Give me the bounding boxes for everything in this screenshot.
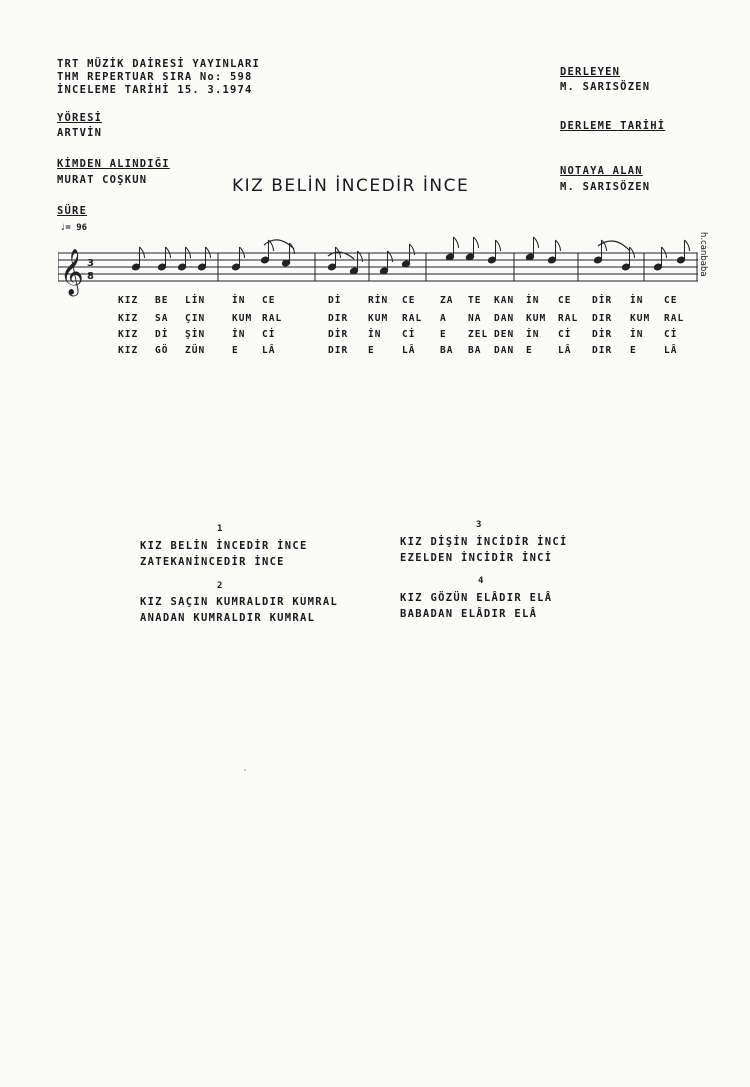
notaya-alan-label: NOTAYA ALAN xyxy=(560,165,643,177)
lyric-syllable: ŞİN xyxy=(185,329,206,340)
paper-speck xyxy=(244,769,246,771)
verse-line: BABADAN ELÂDIR ELÂ xyxy=(400,608,538,620)
lyric-syllable: RİN xyxy=(368,295,389,306)
lyric-syllable: İN xyxy=(630,329,644,340)
song-title: KIZ BELİN İNCEDİR İNCE xyxy=(232,176,470,196)
lyric-syllable: KUM xyxy=(232,313,253,324)
lyric-syllable: KAN xyxy=(494,295,515,306)
lyric-syllable: KIZ xyxy=(118,313,139,324)
verse-number: 4 xyxy=(478,576,484,586)
note-flag xyxy=(685,240,690,251)
lyric-syllable: ZEL xyxy=(468,329,489,340)
lyric-syllable: DIR xyxy=(592,345,613,356)
lyric-syllable: DEN xyxy=(494,329,515,340)
notaya-alan-value: M. SARISÖZEN xyxy=(560,181,651,193)
lyric-syllable: KUM xyxy=(368,313,389,324)
lyric-syllable: Cİ xyxy=(262,329,276,340)
verse-line: KIZ SAÇIN KUMRALDIR KUMRAL xyxy=(140,596,339,608)
time-signature-top: 3 xyxy=(87,258,94,269)
verse-number: 2 xyxy=(217,581,223,591)
lyric-syllable: DAN xyxy=(494,313,515,324)
lyric-syllable: İN xyxy=(526,329,540,340)
derleyen-label: DERLEYEN xyxy=(560,66,621,78)
engraver-credit: h.canbaba xyxy=(698,232,708,277)
note-flag xyxy=(556,240,561,251)
lyric-syllable: DİR xyxy=(328,329,349,340)
note-flag xyxy=(534,237,539,248)
lyric-syllable: DIR xyxy=(328,345,349,356)
lyric-syllable: İN xyxy=(526,295,540,306)
lyric-syllable: KIZ xyxy=(118,295,139,306)
slur-icon xyxy=(598,241,630,251)
lyric-syllable: Cİ xyxy=(558,329,572,340)
lyric-syllable: CE xyxy=(558,295,572,306)
yoresi-label: YÖRESİ xyxy=(57,112,103,124)
kimden-label: KİMDEN ALINDIĞI xyxy=(57,158,170,170)
derleme-tarihi-label: DERLEME TARİHİ xyxy=(560,120,666,132)
lyric-syllable: İN xyxy=(630,295,644,306)
sure-label: SÜRE xyxy=(57,205,88,217)
kimden-value: MURAT COŞKUN xyxy=(57,174,148,186)
lyric-syllable: Cİ xyxy=(664,329,678,340)
verse-line: EZELDEN İNCİDİR İNCİ xyxy=(400,552,553,564)
lyric-syllable: ZA xyxy=(440,295,454,306)
lyric-syllable: BA xyxy=(468,345,482,356)
lyric-syllable: LÂ xyxy=(664,345,678,356)
lyric-syllable: İN xyxy=(232,295,246,306)
lyric-syllable: İN xyxy=(232,329,246,340)
lyric-syllable: LİN xyxy=(185,295,206,306)
lyric-syllable: GÖ xyxy=(155,345,169,356)
verse-line: ZATEKANİNCEDİR İNCE xyxy=(140,556,285,568)
lyric-syllable: DIR xyxy=(592,313,613,324)
verse-line: KIZ DİŞİN İNCİDİR İNCİ xyxy=(400,536,568,548)
lyric-syllable: SA xyxy=(155,313,169,324)
verse-line: ANADAN KUMRALDIR KUMRAL xyxy=(140,612,316,624)
note-flag xyxy=(454,237,459,248)
lyric-syllable: BE xyxy=(155,295,169,306)
music-staff xyxy=(58,235,704,301)
lyric-syllable: Dİ xyxy=(155,329,169,340)
lyric-syllable: E xyxy=(232,345,239,356)
lyric-syllable: RAL xyxy=(558,313,579,324)
lyric-syllable: Cİ xyxy=(402,329,416,340)
treble-clef-icon: 𝄞 xyxy=(60,249,84,295)
lyric-syllable: LÂ xyxy=(262,345,276,356)
lyric-syllable: E xyxy=(630,345,637,356)
header-line-2: THM REPERTUAR SIRA No: 598 xyxy=(57,71,253,83)
lyric-syllable: RAL xyxy=(262,313,283,324)
note-flag xyxy=(474,237,479,248)
lyric-syllable: ÇIN xyxy=(185,313,206,324)
header-line-1: TRT MÜZİK DAİRESİ YAYINLARI xyxy=(57,58,261,70)
lyric-syllable: CE xyxy=(402,295,416,306)
verse-line: KIZ GÖZÜN ELÂDIR ELÂ xyxy=(400,592,553,604)
header-line-3: İNCELEME TARİHİ 15. 3.1974 xyxy=(57,84,253,96)
lyric-syllable: E xyxy=(368,345,375,356)
lyric-syllable: RAL xyxy=(402,313,423,324)
verse-number: 3 xyxy=(476,520,482,530)
time-signature-bottom: 8 xyxy=(87,271,94,282)
verse-number: 1 xyxy=(217,524,223,534)
note-flag xyxy=(496,240,501,251)
lyric-syllable: LÂ xyxy=(558,345,572,356)
lyric-syllable: KIZ xyxy=(118,345,139,356)
lyric-syllable: RAL xyxy=(664,313,685,324)
lyric-syllable: BA xyxy=(440,345,454,356)
lyric-syllable: A xyxy=(440,313,447,324)
lyric-syllable: KUM xyxy=(526,313,547,324)
yoresi-value: ARTVİN xyxy=(57,127,103,139)
lyric-syllable: KUM xyxy=(630,313,651,324)
lyric-syllable: DİR xyxy=(592,295,613,306)
lyric-syllable: DAN xyxy=(494,345,515,356)
lyric-syllable: LÂ xyxy=(402,345,416,356)
lyric-syllable: NA xyxy=(468,313,482,324)
verse-line: KIZ BELİN İNCEDİR İNCE xyxy=(140,540,308,552)
lyric-syllable: E xyxy=(526,345,533,356)
derleyen-value: M. SARISÖZEN xyxy=(560,81,651,93)
lyric-syllable: ZÜN xyxy=(185,345,206,356)
lyric-syllable: Dİ xyxy=(328,295,342,306)
lyric-syllable: DİR xyxy=(592,329,613,340)
lyric-syllable: E xyxy=(440,329,447,340)
lyric-syllable: CE xyxy=(262,295,276,306)
lyric-syllable: DIR xyxy=(328,313,349,324)
tempo-marking: ♩= 96 xyxy=(60,223,88,233)
lyric-syllable: KIZ xyxy=(118,329,139,340)
lyric-syllable: İN xyxy=(368,329,382,340)
lyric-syllable: TE xyxy=(468,295,482,306)
lyric-syllable: CE xyxy=(664,295,678,306)
